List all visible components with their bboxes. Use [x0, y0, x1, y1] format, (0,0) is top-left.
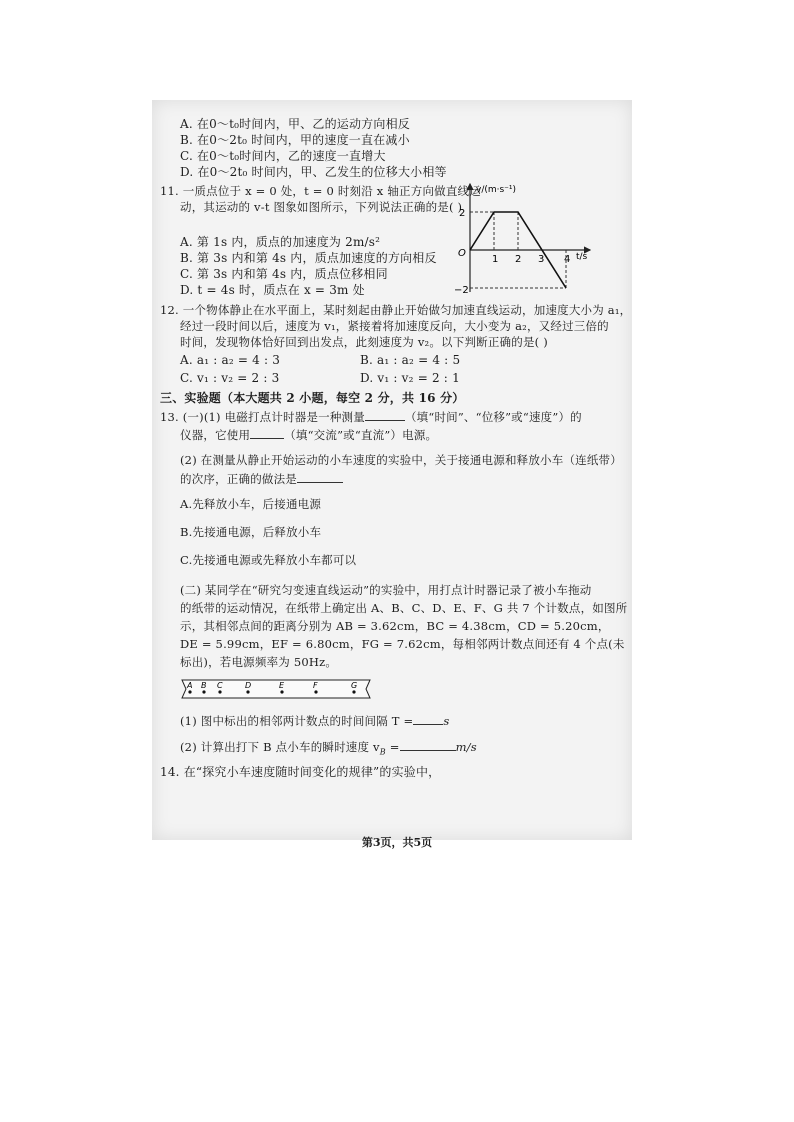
q13-choice-c: C.先接通电源或先释放小车都可以	[180, 553, 357, 567]
tape-label-e: E	[279, 681, 285, 690]
q11-stem-2: 动，其运动的 v-t 图象如图所示，下列说法正确的是( )	[180, 200, 463, 214]
q12-stem-3: 时间，发现物体恰好回到出发点，此刻速度为 v₂。以下判断正确的是( )	[180, 335, 548, 349]
q12-option-b: B. a₁ : a₂ = 4 : 5	[360, 353, 461, 367]
q13-blank-T[interactable]	[413, 712, 443, 725]
q13-blank-1[interactable]	[365, 408, 405, 421]
y-axis-label: v/(m·s⁻¹)	[476, 185, 517, 195]
section-heading: 三、实验题（本大题共 2 小题，每空 2 分，共 16 分）	[160, 391, 465, 405]
q13-p2-line1: (2) 在测量从静止开始运动的小车速度的实验中，关于接通电源和释放小车（连纸带）	[180, 453, 622, 467]
q13-p1-line1: 13. (一)(1) 电磁打点计时器是一种测量 （填“时间”、“位移”或“速度”）的	[160, 410, 582, 424]
q13-p1-line2: 仪器，它使用 （填“交流”或“直流”）电源。	[180, 428, 438, 442]
tape-dot-d	[246, 690, 249, 693]
q14-stem: 14. 在“探究小车速度随时间变化的规律”的实验中，	[160, 765, 441, 779]
q12-stem-1: 12. 一个物体静止在水平面上，某时刻起由静止开始做匀加速直线运动，加速度大小为 a₁，	[160, 303, 632, 317]
tape-label-g: G	[351, 681, 358, 690]
tape-label-d: D	[245, 681, 252, 690]
paper-tape	[178, 678, 374, 700]
q13-blank-vB[interactable]	[400, 738, 456, 751]
tape-dot-c	[218, 690, 221, 693]
q13-part2-line4: DE = 5.99cm，EF = 6.80cm，FG = 7.62cm，每相邻两计数点间还有 4 个点(未	[180, 637, 625, 651]
q13-sub1: (1) 图中标出的相邻两计数点的时间间隔 T = s	[180, 714, 450, 728]
q13-part2-line3: 示，其相邻点间的距离分别为 AB = 3.62cm，BC = 4.38cm，CD = 5.20cm，	[180, 619, 610, 633]
x-tick-1: 1	[492, 254, 499, 265]
q13-part2-line1: (二) 某同学在“研究匀变速直线运动”的实验中，用打点计时器记录了被小车拖动	[180, 583, 592, 597]
q12-option-c: C. v₁ : v₂ = 2 : 3	[180, 371, 280, 385]
q10-option-a: A. 在0～t₀时间内，甲、乙的运动方向相反	[180, 117, 410, 131]
tape-dot-a	[188, 690, 191, 693]
q11-option-d: D. t = 4s 时，质点在 x = 3m 处	[180, 283, 365, 297]
tape-dot-e	[280, 690, 283, 693]
y-tick-neg2: −2	[454, 285, 469, 296]
x-axis-label: t/s	[576, 252, 588, 262]
q11-stem-1: 11. 一质点位于 x = 0 处，t = 0 时刻沿 x 轴正方向做直线运	[160, 184, 481, 198]
tape-label-c: C	[217, 681, 223, 690]
tape-dot-f	[314, 690, 317, 693]
x-tick-4: 4	[564, 254, 571, 265]
x-tick-3: 3	[538, 254, 545, 265]
origin-label: O	[458, 248, 466, 259]
q13-blank-2[interactable]	[250, 426, 284, 439]
q13-choice-b: B.先接通电源，后释放小车	[180, 525, 322, 539]
tape-label-b: B	[201, 681, 207, 690]
q11-option-b: B. 第 3s 内和第 4s 内，质点加速度的方向相反	[180, 251, 437, 265]
y-tick-2: 2	[459, 208, 466, 219]
q13-part2-line5: 标出)，若电源频率为 50Hz。	[180, 655, 338, 669]
q10-option-c: C. 在0～t₀时间内，乙的速度一直增大	[180, 149, 386, 163]
q13-part2-line2: 的纸带的运动情况，在纸带上确定出 A、B、C、D、E、F、G 共 7 个计数点，如图所	[180, 601, 628, 615]
vt-graph	[448, 180, 598, 302]
q12-option-d: D. v₁ : v₂ = 2 : 1	[360, 371, 460, 385]
q11-option-a: A. 第 1s 内，质点的加速度为 2m/s²	[180, 235, 381, 249]
page-footer: 第3页，共5页	[361, 836, 433, 849]
q12-option-a: A. a₁ : a₂ = 4 : 3	[180, 353, 281, 367]
x-tick-2: 2	[515, 254, 522, 265]
tape-dot-g	[352, 690, 355, 693]
q13-p2-line2: 的次序，正确的做法是	[180, 470, 343, 487]
q10-option-d: D. 在0～2t₀ 时间内，甲、乙发生的位移大小相等	[180, 165, 447, 179]
q13-blank-3[interactable]	[297, 470, 343, 483]
q12-stem-2: 经过一段时间以后，速度为 v₁，紧接着将加速度反向，大小变为 a₂，又经过三倍的	[180, 319, 609, 333]
q13-choice-a: A.先释放小车，后接通电源	[180, 497, 322, 511]
tape-dot-b	[202, 690, 205, 693]
q11-option-c: C. 第 3s 内和第 4s 内，质点位移相同	[180, 267, 388, 281]
q10-option-b: B. 在0～2t₀ 时间内，甲的速度一直在减小	[180, 133, 410, 147]
tape-label-f: F	[313, 681, 318, 690]
q13-sub2: (2) 计算出打下 B 点小车的瞬时速度 $v_B = m/s$	[180, 740, 477, 757]
tape-label-a: A	[187, 681, 193, 690]
